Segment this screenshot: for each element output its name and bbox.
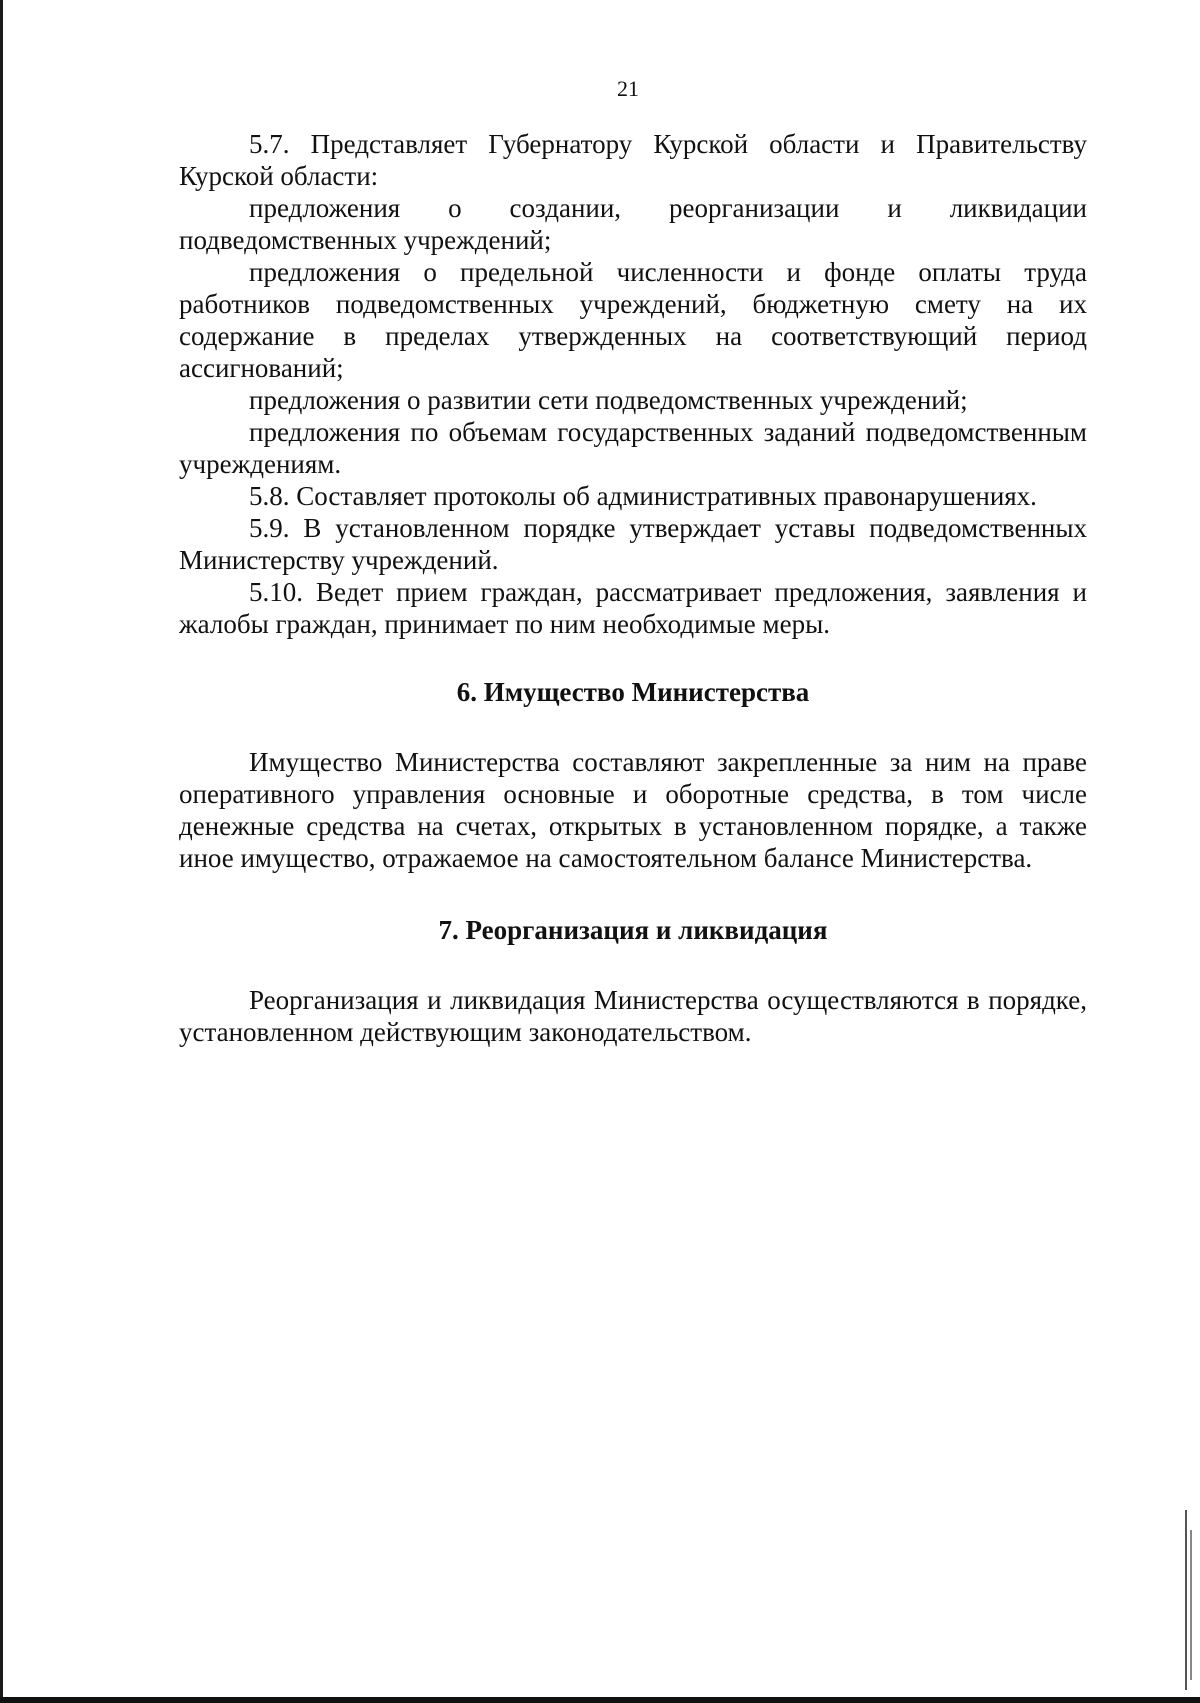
scan-edge-right <box>1185 1510 1187 1690</box>
paragraph-5-9: 5.9. В установленном порядке утверждает уставы подведомственных Министерству учреждений. <box>179 513 1087 575</box>
section-7-title: 7. Реорганизация и ликвидация <box>438 915 828 945</box>
paragraph-proposals-staffing: предложения о предельной численности и фонде оплаты труда работников подведомственных учреждений, бюджетную смету на их содержание в пределах утвержденных на соответствующий период ассигнований; <box>179 257 1087 383</box>
section-7-text: Реорганизация и ликвидация Министерства осуществляются в порядке, установленном действующим законодательством. <box>179 985 1087 1047</box>
paragraph-5-10: 5.10. Ведет прием граждан, рассматривает предложения, заявления и жалобы граждан, принимает по ним необходимые меры. <box>179 577 1087 639</box>
scan-edge-bottom <box>0 1697 1200 1703</box>
document-body <box>179 128 1087 1048</box>
scan-edge-left <box>0 0 3 1703</box>
paragraph-proposals-creation: предложения о создании, реорганизации и ликвидации подведомственных учреждений; <box>179 193 1087 255</box>
section-6-text: Имущество Министерства составляют закрепленные за ним на праве оперативного управления основные и оборотные средства, в том числе денежные средства на счетах, открытых в установленном порядке, а также иное имущество, отражаемое на самостоятельном балансе Министерства. <box>179 747 1087 873</box>
section-6-title: 6. Имущество Министерства <box>456 677 810 707</box>
scan-edge-right-inner <box>1190 1530 1192 1680</box>
page-number: 21 <box>617 76 639 101</box>
paragraph-5-7: 5.7. Представляет Губернатору Курской области и Правительству Курской области: <box>179 129 1087 191</box>
paragraph-5-8: 5.8. Составляет протоколы об административных правонарушениях. <box>249 481 1037 511</box>
paragraph-proposals-network: предложения о развитии сети подведомственных учреждений; <box>249 385 968 415</box>
paragraph-proposals-assignments: предложения по объемам государственных заданий подведомственным учреждениям. <box>179 417 1087 479</box>
